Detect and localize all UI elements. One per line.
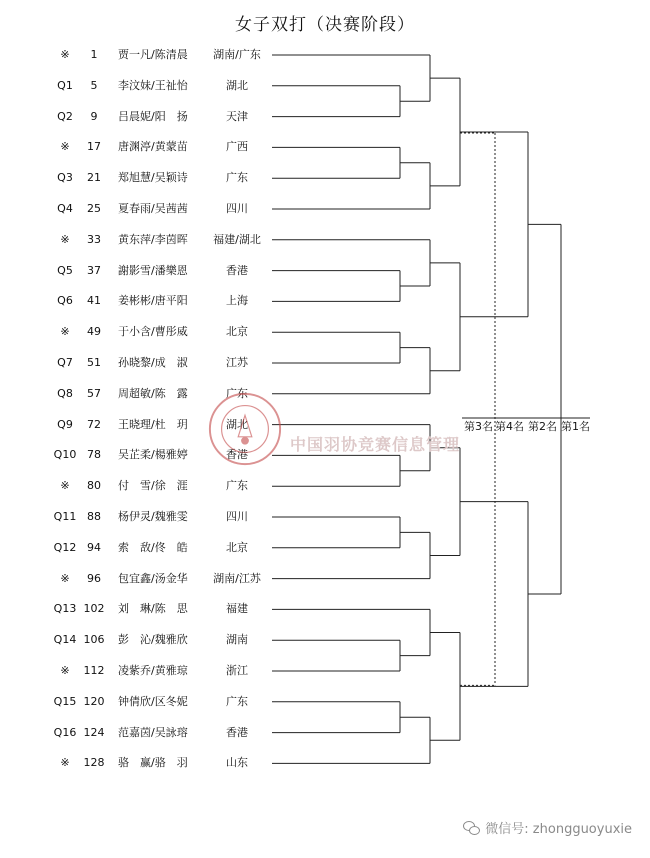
entry-number: 128: [83, 756, 105, 770]
entry-number: 96: [87, 571, 101, 585]
entry-region: 四川: [226, 510, 248, 523]
entry-players: 付 雪/徐 涯: [118, 479, 188, 493]
entry-seed: Q14: [53, 633, 77, 647]
entry-number: 106: [83, 633, 105, 647]
entry-number: 25: [87, 202, 101, 215]
entry-seed: ※: [60, 140, 70, 154]
entry-seed: ※: [60, 48, 70, 61]
entry-region: 湖南: [226, 633, 248, 647]
entry-seed: ※: [60, 664, 70, 677]
entry-number: 120: [83, 694, 105, 708]
entry-region: 广东: [226, 479, 248, 493]
entry-players: 吕晨妮/阳 扬: [118, 109, 188, 123]
entry-number: 94: [87, 540, 101, 554]
entry-seed: Q15: [53, 694, 77, 708]
entry-region: 湖南/江苏: [213, 571, 261, 585]
entry-players: 王晓理/杜 玥: [118, 417, 188, 431]
entry-region: 福建/湖北: [213, 232, 261, 246]
entry-players: 姜彬彬/唐平阳: [118, 294, 188, 308]
entry-players: 杨伊灵/魏雅雯: [118, 510, 188, 523]
entry-seed: Q13: [53, 602, 77, 616]
entry-region: 湖南/广东: [213, 48, 261, 61]
entry-number: 57: [87, 386, 101, 400]
entry-number: 33: [87, 232, 101, 246]
entry-number: 5: [90, 78, 98, 92]
entry-region: 广东: [226, 694, 248, 708]
entry-number: 102: [83, 602, 105, 616]
entry-number: 1: [90, 48, 98, 61]
entry-players: 謝影雪/潘樂恩: [118, 263, 188, 277]
entry-number: 80: [87, 479, 101, 493]
entry-region: 广东: [226, 171, 248, 185]
entry-players: 凌紫乔/黄雅琼: [118, 664, 188, 677]
entry-region: 香港: [226, 263, 248, 277]
entry-region: 福建: [226, 602, 248, 616]
entry-number: 78: [87, 448, 101, 462]
entry-region: 天津: [226, 109, 248, 123]
entry-number: 49: [87, 325, 101, 339]
entry-region: 湖北: [226, 417, 248, 431]
entry-seed: Q10: [53, 448, 77, 462]
entry-seed: ※: [60, 571, 70, 585]
entry-players: 唐渊渟/黄蒙苗: [118, 140, 188, 154]
entry-players: 夏春雨/吴茜茜: [118, 202, 188, 215]
entry-number: 9: [90, 109, 98, 123]
entry-region: 湖北: [226, 78, 248, 92]
entry-number: 112: [83, 664, 105, 677]
entry-players: 包宜鑫/汤金华: [118, 571, 188, 585]
entry-region: 香港: [226, 448, 248, 462]
footer: [463, 818, 632, 837]
entry-number: 21: [87, 171, 101, 185]
entry-seed: Q3: [57, 171, 73, 185]
entry-seed: Q2: [57, 109, 73, 123]
entry-region: 浙江: [226, 664, 248, 677]
entry-number: 72: [87, 417, 101, 431]
entry-seed: Q7: [57, 356, 73, 369]
entry-region: 江苏: [226, 356, 248, 369]
entry-seed: Q16: [53, 725, 77, 739]
entry-players: 范嘉茵/吴詠瑢: [118, 725, 188, 739]
page-title: 女子双打（决赛阶段）: [235, 15, 415, 35]
entry-players: 骆 赢/骆 羽: [118, 756, 188, 770]
entry-seed: Q11: [53, 510, 77, 523]
entry-players: 郑旭慧/吴颖诗: [118, 171, 188, 185]
entry-region: 北京: [226, 540, 248, 554]
entry-players: 贾一凡/陈清晨: [118, 48, 188, 61]
entry-seed: Q1: [57, 78, 73, 92]
entry-seed: Q8: [57, 386, 73, 400]
entry-seed: Q12: [53, 540, 77, 554]
entry-number: 17: [87, 140, 101, 154]
entry-players: 刘 琳/陈 思: [118, 602, 188, 616]
entry-number: 124: [83, 725, 105, 739]
entry-number: 51: [87, 356, 101, 369]
entry-players: 索 敌/佟 皓: [118, 540, 188, 554]
place-label-1st: 第1名: [561, 420, 590, 433]
entry-number: 41: [87, 294, 101, 308]
entry-seed: ※: [60, 479, 70, 493]
entry-players: 于小含/曹彤威: [118, 325, 188, 339]
place-label-2nd: 第2名: [528, 420, 557, 433]
entry-players: 孙晓黎/成 淑: [118, 356, 188, 369]
entry-number: 88: [87, 510, 101, 523]
entry-players: 钟倩欣/区冬妮: [118, 694, 188, 708]
entry-players: 吴芷柔/楊雅婷: [118, 448, 188, 462]
entry-region: 四川: [226, 202, 248, 215]
entry-seed: ※: [60, 325, 70, 339]
place-label-4th: 第4名: [495, 420, 524, 433]
entry-seed: Q9: [57, 417, 73, 431]
entry-players: 彭 沁/魏雅欣: [118, 633, 188, 647]
wechat-id: 微信号: zhongguoyuxie: [485, 822, 632, 837]
entry-players: 李汶妹/王祉怡: [118, 78, 188, 92]
entry-number: 37: [87, 263, 101, 277]
entry-region: 上海: [226, 294, 248, 308]
entry-region: 广东: [226, 386, 248, 400]
entry-seed: ※: [60, 756, 70, 770]
entry-region: 北京: [226, 325, 248, 339]
entry-region: 广西: [226, 140, 248, 154]
entry-seed: ※: [60, 232, 70, 246]
entry-players: 黄东萍/李茵晖: [118, 232, 188, 246]
watermark-text: 中国羽协竞赛信息管理: [290, 435, 461, 454]
entry-seed: Q6: [57, 294, 73, 308]
entry-region: 香港: [226, 725, 248, 739]
place-label-3rd: 第3名: [464, 420, 493, 433]
entry-players: 周超敏/陈 露: [118, 386, 188, 400]
entry-seed: Q4: [57, 202, 73, 215]
entry-region: 山东: [226, 756, 248, 770]
badminton-association-seal-icon: [206, 390, 284, 468]
wechat-icon: [463, 821, 481, 835]
entry-seed: Q5: [57, 263, 73, 277]
